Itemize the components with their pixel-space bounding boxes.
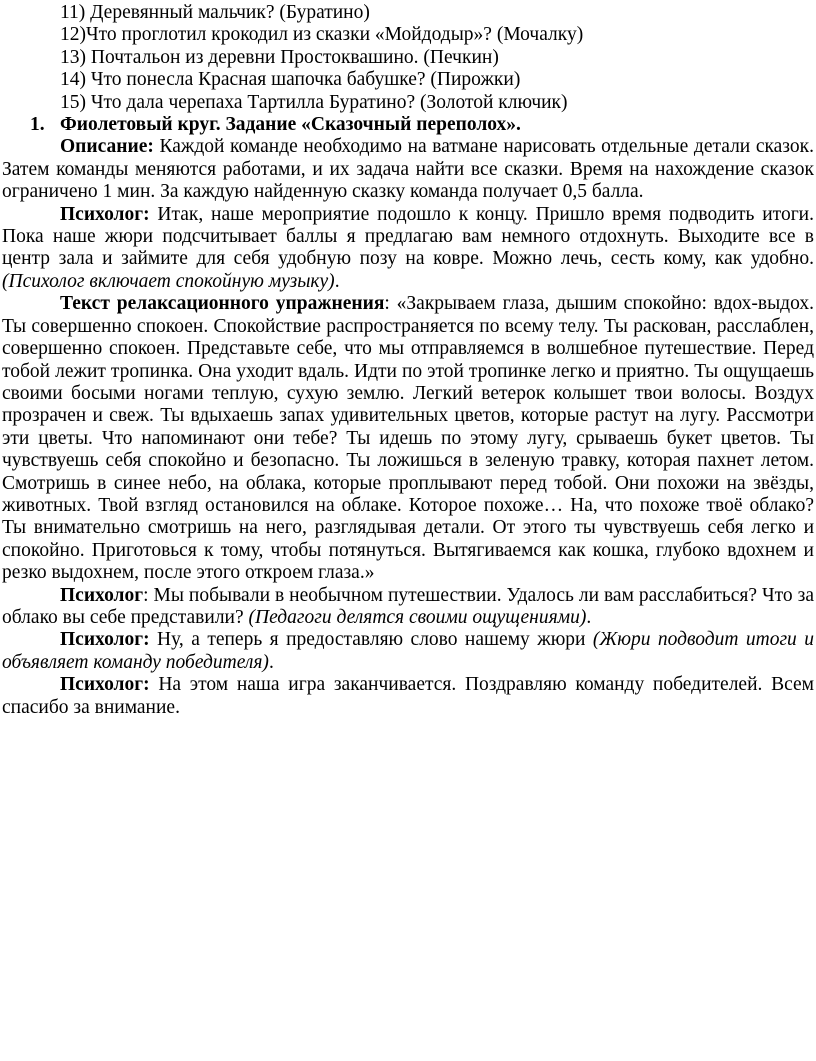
section-title: Фиолетовый круг. Задание «Сказочный переполох». [60,114,521,136]
psychologist-tail-1: . [334,270,340,292]
psychologist-note-3: (Жюри подводит итоги и объявляет команду победителя) [2,629,814,673]
psychologist-note-1: (Психолог включает спокойную музыку) [2,270,335,292]
question-15: 15) Что дала черепаха Тартилла Буратино? (Золотой ключик) [60,91,568,113]
question-14: 14) Что понесла Красная шапочка бабушке? (Пирожки) [60,69,521,91]
relaxation-label: Текст релаксационного упражнения [60,293,385,315]
relaxation-text: : «Закрываем глаза, дышим спокойно: вдох-выдох. Ты совершенно спокоен. Спокойствие распространяется по всему телу. Ты раскован, расслаблен, совершенно спокоен. Представьте себе, что мы отправляемся в волшебное путешествие. Перед тобой лежит тропинка. Она уходит вдаль. Идти по этой тропинке легко и приятно. Ты ощущаешь своими босыми ногами теплую, сухую землю. Легкий ветерок колышет твои волосы. Воздух прозрачен и свеж. Ты вдыхаешь запах удивительных цветов, которые растут на лугу. Рассмотри эти цветы. Что напоминают они тебе? Ты идешь по этому лугу, срываешь букет цветов. Ты чувствуешь себя спокойно и безопасно. Ты ложишься в зеленую травку, которая пахнет летом. Смотришь в синее небо, на облака, которые проплывают перед тобой. Они похожи на звёзды, животных. Твой взгляд остановился на облаке. Которое похоже… На, что похоже твоё облако? Ты внимательно смотришь на него, разглядывая детали. От этого ты чувствуешь себя легко и спокойно. Приготовься к тому, чтобы потянуться. Вытягиваемся как кошка, глубоко вдохнем и резко выдохнем, после этого откроем глаза.» [2,293,814,584]
description-paragraph [2,136,814,203]
psychologist-label-2: Психолог [60,584,144,606]
question-11: 11) Деревянный мальчик? (Буратино) [60,2,370,23]
psychologist-paragraph-2 [2,585,814,630]
psychologist-label-1: Психолог: [60,203,150,225]
psychologist-tail-3: . [268,651,274,673]
psychologist-label-3: Психолог: [60,629,150,651]
psychologist-text-1: Итак, наше мероприятие подошло к концу. Пришло время подводить итоги. Пока наше жюри подсчитывает баллы я предлагаю вам немного отдохнуть. Выходите все в центр зала и займите для себя удобную позу на ковре. Можно лечь, сесть кому, как удобно. [2,203,814,270]
psychologist-paragraph-4 [2,674,814,719]
psychologist-paragraph-1 [2,204,814,294]
section-number: 1. [30,114,45,136]
psychologist-text-4: На этом наша игра заканчивается. Поздравляю команду победителей. Всем спасибо за внимание. [2,674,814,718]
description-text: Каждой команде необходимо на ватмане нарисовать отдельные детали сказок. Затем команды меняются работами, и их задача найти все сказки. Время на нахождение сказок ограничено 1 мин. За каждую найденную сказку команда получает 0,5 балла. [2,136,814,203]
psychologist-note-2: (Педагоги делятся своими ощущениями) [248,606,587,628]
psychologist-label-4: Психолог: [60,674,150,696]
question-13: 13) Почтальон из деревни Простоквашино. (Печкин) [60,46,499,68]
document-body [2,2,814,719]
psychologist-tail-2: . [586,606,592,628]
relaxation-paragraph [2,293,814,584]
question-12: 12)Что проглотил крокодил из сказки «Мойдодыр»? (Мочалку) [60,24,584,46]
section-heading [2,114,814,136]
description-label: Описание: [60,136,154,158]
psychologist-paragraph-3 [2,629,814,674]
psychologist-text-3: Ну, а теперь я предоставляю слово нашему жюри [149,629,593,651]
psychologist-text-2: : Мы побывали в необычном путешествии. Удалось ли вам расслабиться? Что за облако вы себе представили? [2,584,814,628]
